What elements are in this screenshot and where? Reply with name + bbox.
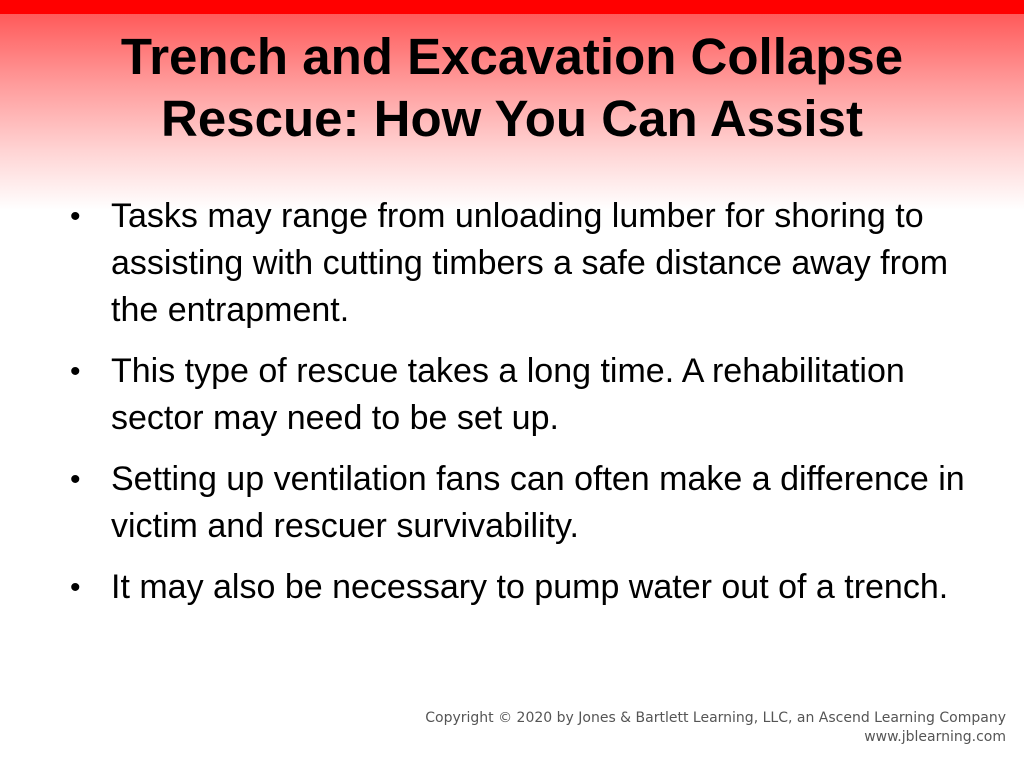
bullet-dot-icon: • bbox=[70, 571, 81, 604]
top-red-bar bbox=[0, 0, 1024, 14]
website-text: www.jblearning.com bbox=[864, 729, 1006, 745]
bullet-text: Tasks may range from unloading lumber for shoring to assisting with cutting timbers a safe distance away from the entrapment. bbox=[111, 197, 949, 329]
bullet-dot-icon: • bbox=[70, 200, 81, 233]
bullet-list bbox=[70, 193, 970, 625]
bullet-dot-icon: • bbox=[70, 355, 81, 388]
bullet-item bbox=[70, 456, 970, 550]
bullet-text: This type of rescue takes a long time. A rehabilitation sector may need to be set up. bbox=[111, 352, 905, 437]
copyright-text: Copyright © 2020 by Jones & Bartlett Learning, LLC, an Ascend Learning Company bbox=[425, 710, 1006, 726]
bullet-item bbox=[70, 348, 970, 442]
bullet-item bbox=[70, 564, 970, 611]
copyright-footer bbox=[425, 709, 1006, 747]
slide-title bbox=[40, 26, 984, 150]
bullet-text: It may also be necessary to pump water out of a trench. bbox=[111, 568, 949, 606]
slide-title-line-2: Rescue: How You Can Assist bbox=[161, 90, 863, 147]
slide-title-line-1: Trench and Excavation Collapse bbox=[120, 28, 904, 85]
bullet-dot-icon: • bbox=[70, 463, 81, 496]
bullet-item bbox=[70, 193, 970, 334]
bullet-text: Setting up ventilation fans can often make a difference in victim and rescuer survivability. bbox=[111, 460, 965, 545]
